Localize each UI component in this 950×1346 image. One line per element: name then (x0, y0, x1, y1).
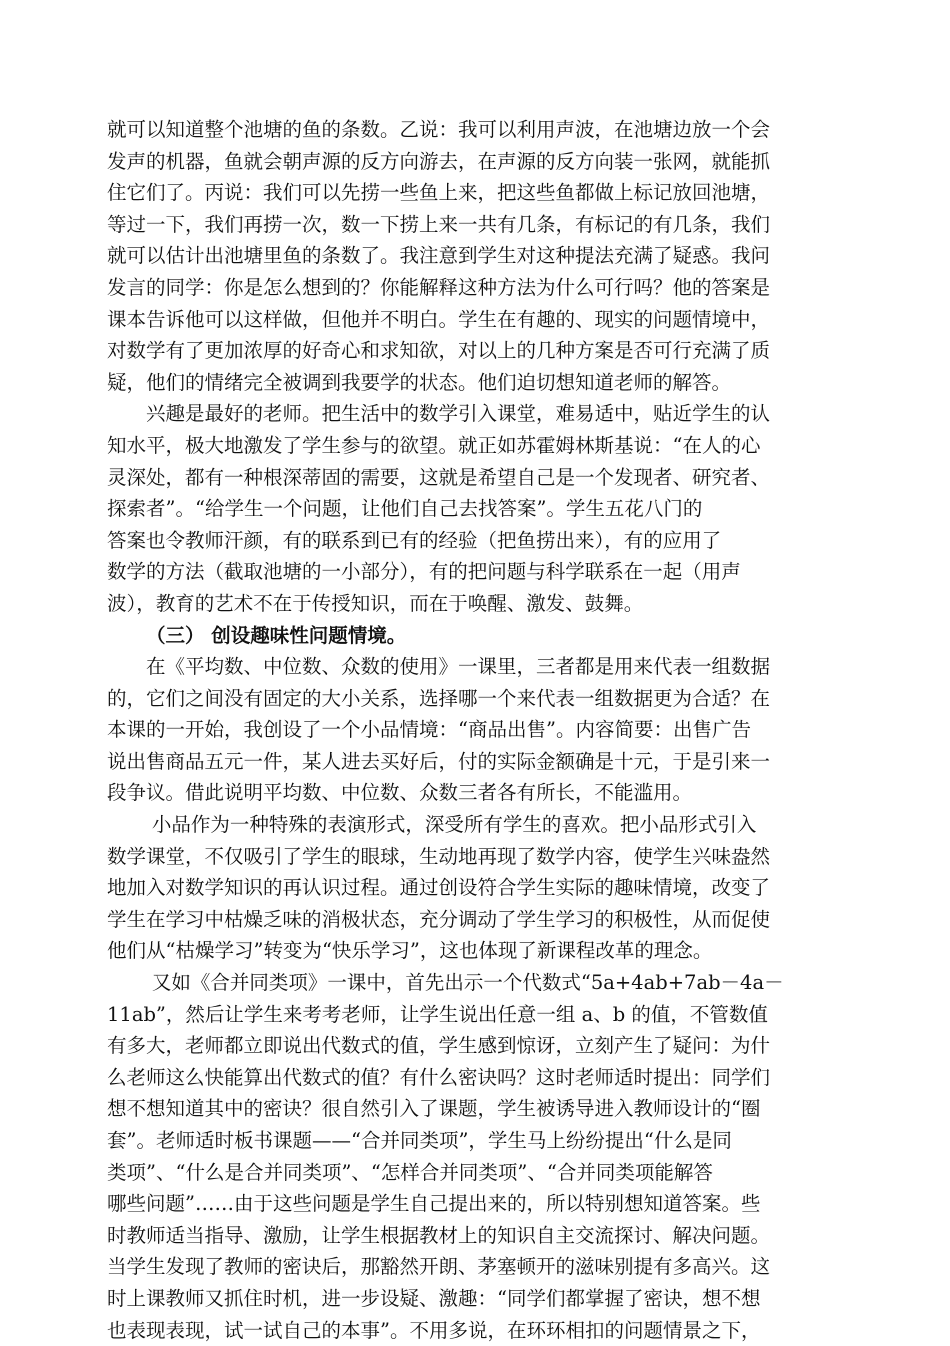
text-line: 就可以知道整个池塘的鱼的条数。乙说：我可以利用声波，在池塘边放一个会 (107, 118, 771, 141)
text-line: 疑，他们的情绪完全被调到我要学的状态。他们迫切想知道老师的解答。 (107, 370, 732, 394)
text-line: 段争议。借此说明平均数、中位数、众数三者各有所长，不能滥用。 (107, 781, 693, 805)
text-line: 说出售商品五元一件，某人进去买好后，付的实际金额确是十元，于是引来一 (107, 749, 771, 773)
text-line: 兴趣是最好的老师。把生活中的数学引入课堂，难易适中，贴近学生的认 (146, 402, 771, 426)
text-line: 套”。老师适时板书课题——“合并同类项”，学生马上纷纷提出“什么是同 (107, 1129, 732, 1152)
text-line: 时教师适当指导、激励，让学生根据教材上的知识自主交流探讨、解决问题。 (107, 1223, 771, 1247)
document-page (107, 114, 849, 1346)
text-line: 答案也令教师汗颜，有的联系到已有的经验（把鱼捞出来），有的应用了 (107, 528, 722, 552)
text-line: 当学生发现了教师的密诀后，那豁然开朗、茅塞顿开的滋味别提有多高兴。这 (107, 1255, 771, 1279)
text-line: 等过一下，我们再捞一次，数一下捞上来一共有几条，有标记的有几条，我们 (107, 212, 771, 236)
text-line: 的，它们之间没有固定的大小关系，选择哪一个来代表一组数据更为合适？在 (107, 686, 771, 710)
text-line: 小品作为一种特殊的表演形式，深受所有学生的喜欢。把小品形式引入 (151, 813, 757, 837)
text-line: 探索者”。“给学生一个问题，让他们自己去找答案”。学生五花八门的 (107, 497, 703, 521)
text-line: 对数学有了更加浓厚的好奇心和求知欲，对以上的几种方案是否可行充满了质 (107, 339, 771, 363)
text-line: 有多大，老师都立即说出代数式的值，学生感到惊讶，立刻产生了疑问：为什 (107, 1034, 771, 1058)
section-heading: （三） 创设趣味性问题情境。 (146, 623, 407, 647)
text-line: 学生在学习中枯燥乏味的消极状态，充分调动了学生学习的积极性，从而促使 (107, 907, 771, 931)
text-line: 又如《合并同类项》一课中，首先出示一个代数式“5a+4ab+7ab－4a－ (151, 971, 784, 995)
text-line: 在《平均数、中位数、众数的使用》一课里，三者都是用来代表一组数据 (146, 655, 771, 679)
text-line: 哪些问题”……由于这些问题是学生自己提出来的，所以特别想知道答案。些 (107, 1192, 761, 1216)
text-line: 波），教育的艺术不在于传授知识，而在于唤醒、激发、鼓舞。 (107, 591, 644, 615)
text-line: 数学课堂，不仅吸引了学生的眼球，生动地再现了数学内容，使学生兴味盎然 (107, 844, 771, 868)
text-line: 时上课教师又抓住时机，进一步设疑、激趣：“同学们都掌握了密诀，想不想 (107, 1286, 761, 1310)
text-line: 住它们了。丙说：我们可以先捞一些鱼上来，把这些鱼都做上标记放回池塘， (107, 181, 771, 205)
text-line: 就可以估计出池塘里鱼的条数了。我注意到学生对这种提法充满了疑惑。我问 (107, 244, 771, 268)
text-line: 么老师这么快能算出代数式的值？有什么密诀吗？这时老师适时提出：同学们 (107, 1065, 771, 1089)
text-line: 想不想知道其中的密诀？很自然引入了课题，学生被诱导进入教师设计的“圈 (107, 1097, 761, 1121)
text-line: 11ab”，然后让学生来考考老师，让学生说出任意一组 a、b 的值，不管数值 (107, 1002, 768, 1026)
text-line: 类项”、“什么是合并同类项”、“怎样合并同类项”、“合并同类项能解答 (107, 1160, 713, 1184)
text-line: 发言的同学：你是怎么想到的？你能解释这种方法为什么可行吗？他的答案是 (107, 275, 771, 299)
text-line: 他们从“枯燥学习”转变为“快乐学习”，这也体现了新课程改革的理念。 (107, 939, 713, 963)
text-line: 地加入对数学知识的再认识过程。通过创设符合学生实际的趣味情境，改变了 (107, 876, 771, 900)
text-line: 灵深处，都有一种根深蒂固的需要，这就是希望自己是一个发现者、研究者、 (107, 465, 771, 489)
text-line: 本课的一开始，我创设了一个小品情境：“商品出售”。内容简要：出售广告 (107, 718, 751, 742)
text-line: 也表现表现，试一试自己的本事”。不用多说，在环环相扣的问题情景之下， (107, 1318, 761, 1342)
text-line: 知水平，极大地激发了学生参与的欲望。就正如苏霍姆林斯基说：“在人的心 (107, 433, 761, 457)
text-line: 课本告诉他可以这样做，但他并不明白。学生在有趣的、现实的问题情境中， (107, 307, 771, 331)
text-line: 数学的方法（截取池塘的一小部分），有的把问题与科学联系在一起（用声 (107, 560, 741, 584)
text-line: 发声的机器，鱼就会朝声源的反方向游去，在声源的反方向装一张网，就能抓 (107, 149, 771, 173)
